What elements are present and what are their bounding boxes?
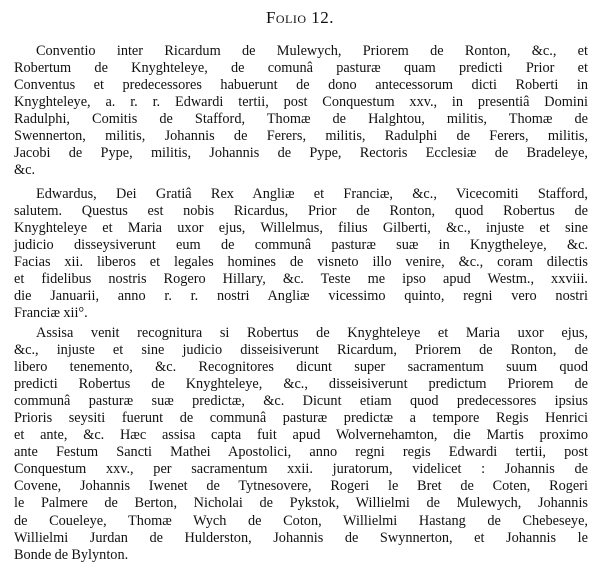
text-line: ante Festum Sancti Mathei Apostolici, anno regni regis Edwardi tertii, post <box>14 444 588 461</box>
text-line: Swennerton, militis, Johannis de Ferers, militis, Radulphi de Ferers, militis, <box>14 128 588 145</box>
text-line: Knyghteleye et Maria uxor ejus, Willelmus, filius Gilberti, &c., injuste et sine <box>14 220 588 237</box>
text-line: Franciæ xii°. <box>14 305 88 322</box>
text-line: Prioris seysiti fuerunt de communâ pasturæ predictæ a tempore Regis Henrici <box>14 410 588 427</box>
text-line: Facias xii. liberos et legales homines de visneto illo venire, &c., coram dilectis <box>14 254 588 271</box>
text-line: communâ pasturæ suæ predictæ, &c. Dicunt etiam quod predecessores ipsius <box>14 393 588 410</box>
text-line: Radulphi, Comitis de Stafford, Thomæ de Halghtou, militis, Thomæ de <box>14 111 588 128</box>
text-line: &c. <box>14 162 36 179</box>
text-line: Edwardus, Dei Gratiâ Rex Angliæ et Franciæ, &c., Vicecomiti Stafford, <box>36 186 588 202</box>
text-line: Bonde de Bylynton. <box>14 546 129 563</box>
text-line: Willielmi Jurdan de Hulderston, Johannis de Swynnerton, et Johannis le <box>14 529 588 546</box>
text-line: Conquestum xxv., per sacramentum xxii. juratorum, videlicet : Johannis de <box>14 461 588 478</box>
text-line: Covene, Johannis Iwenet de Tytnesovere, Rogeri le Bret de Coten, Rogeri <box>14 478 588 495</box>
text-line: le Palmere de Berton, Nicholai de Pykstok, Willielmi de Mulewych, Johannis <box>14 495 588 512</box>
paragraph-assisa <box>14 325 588 564</box>
text-line: Robertum de Knyghteleye, de comunâ pasturæ quam predicti Prior et <box>14 60 588 77</box>
text-line: Assisa venit recognitura si Robertus de Knyghteleye et Maria uxor ejus, <box>36 325 588 341</box>
text-line: salutem. Questus est nobis Ricardus, Prior de Ronton, quod Robertus de <box>14 203 588 220</box>
text-line: et ante, &c. Hæc assisa capta fuit apud Wolvernehamton, die Martis proximo <box>14 427 588 444</box>
text-line: et fidelibus nostris Rogero Hillary, &c. Teste me ipso apud Westm., xxviii. <box>14 271 588 288</box>
text-line: &c., injuste et sine judicio disseisiverunt Ricardum, Priorem de Ronton, de <box>14 342 588 359</box>
text-line: Jacobi de Pype, militis, Johannis de Pype, Rectoris Ecclesiæ de Bradeleye, <box>14 145 588 162</box>
text-line: Knyghteleye, a. r. r. Edwardi tertii, post Conquestum xxv., in presentiâ Domini <box>14 94 588 111</box>
text-line: die Januarii, anno r. r. nostri Angliæ vicessimo quinto, regni vero nostri <box>14 288 588 305</box>
text-line: Conventio inter Ricardum de Mulewych, Priorem de Ronton, &c., et <box>36 43 588 59</box>
paragraph-edwardus <box>14 186 588 322</box>
text-line: de Coueleye, Thomæ Wych de Coton, Willielmi Hastang de Chebeseye, <box>14 512 588 529</box>
text-line: predicti Robertus de Knyghteleye, &c., disseisiverunt predictum Priorem de <box>14 376 588 393</box>
text-line: libero tenemento, &c. Recognitores dicunt super sacramentum suum quod <box>14 359 588 376</box>
text-line: judicio disseysiverunt eum de communâ pasturæ suæ in Knygtheleye, &c. <box>14 237 588 254</box>
paragraph-conventio <box>14 43 588 179</box>
text-line: Conventus et predecessores habuerunt de dono antecessorum dicti Roberti in <box>14 77 588 94</box>
folio-heading: Folio 12. <box>265 8 335 27</box>
